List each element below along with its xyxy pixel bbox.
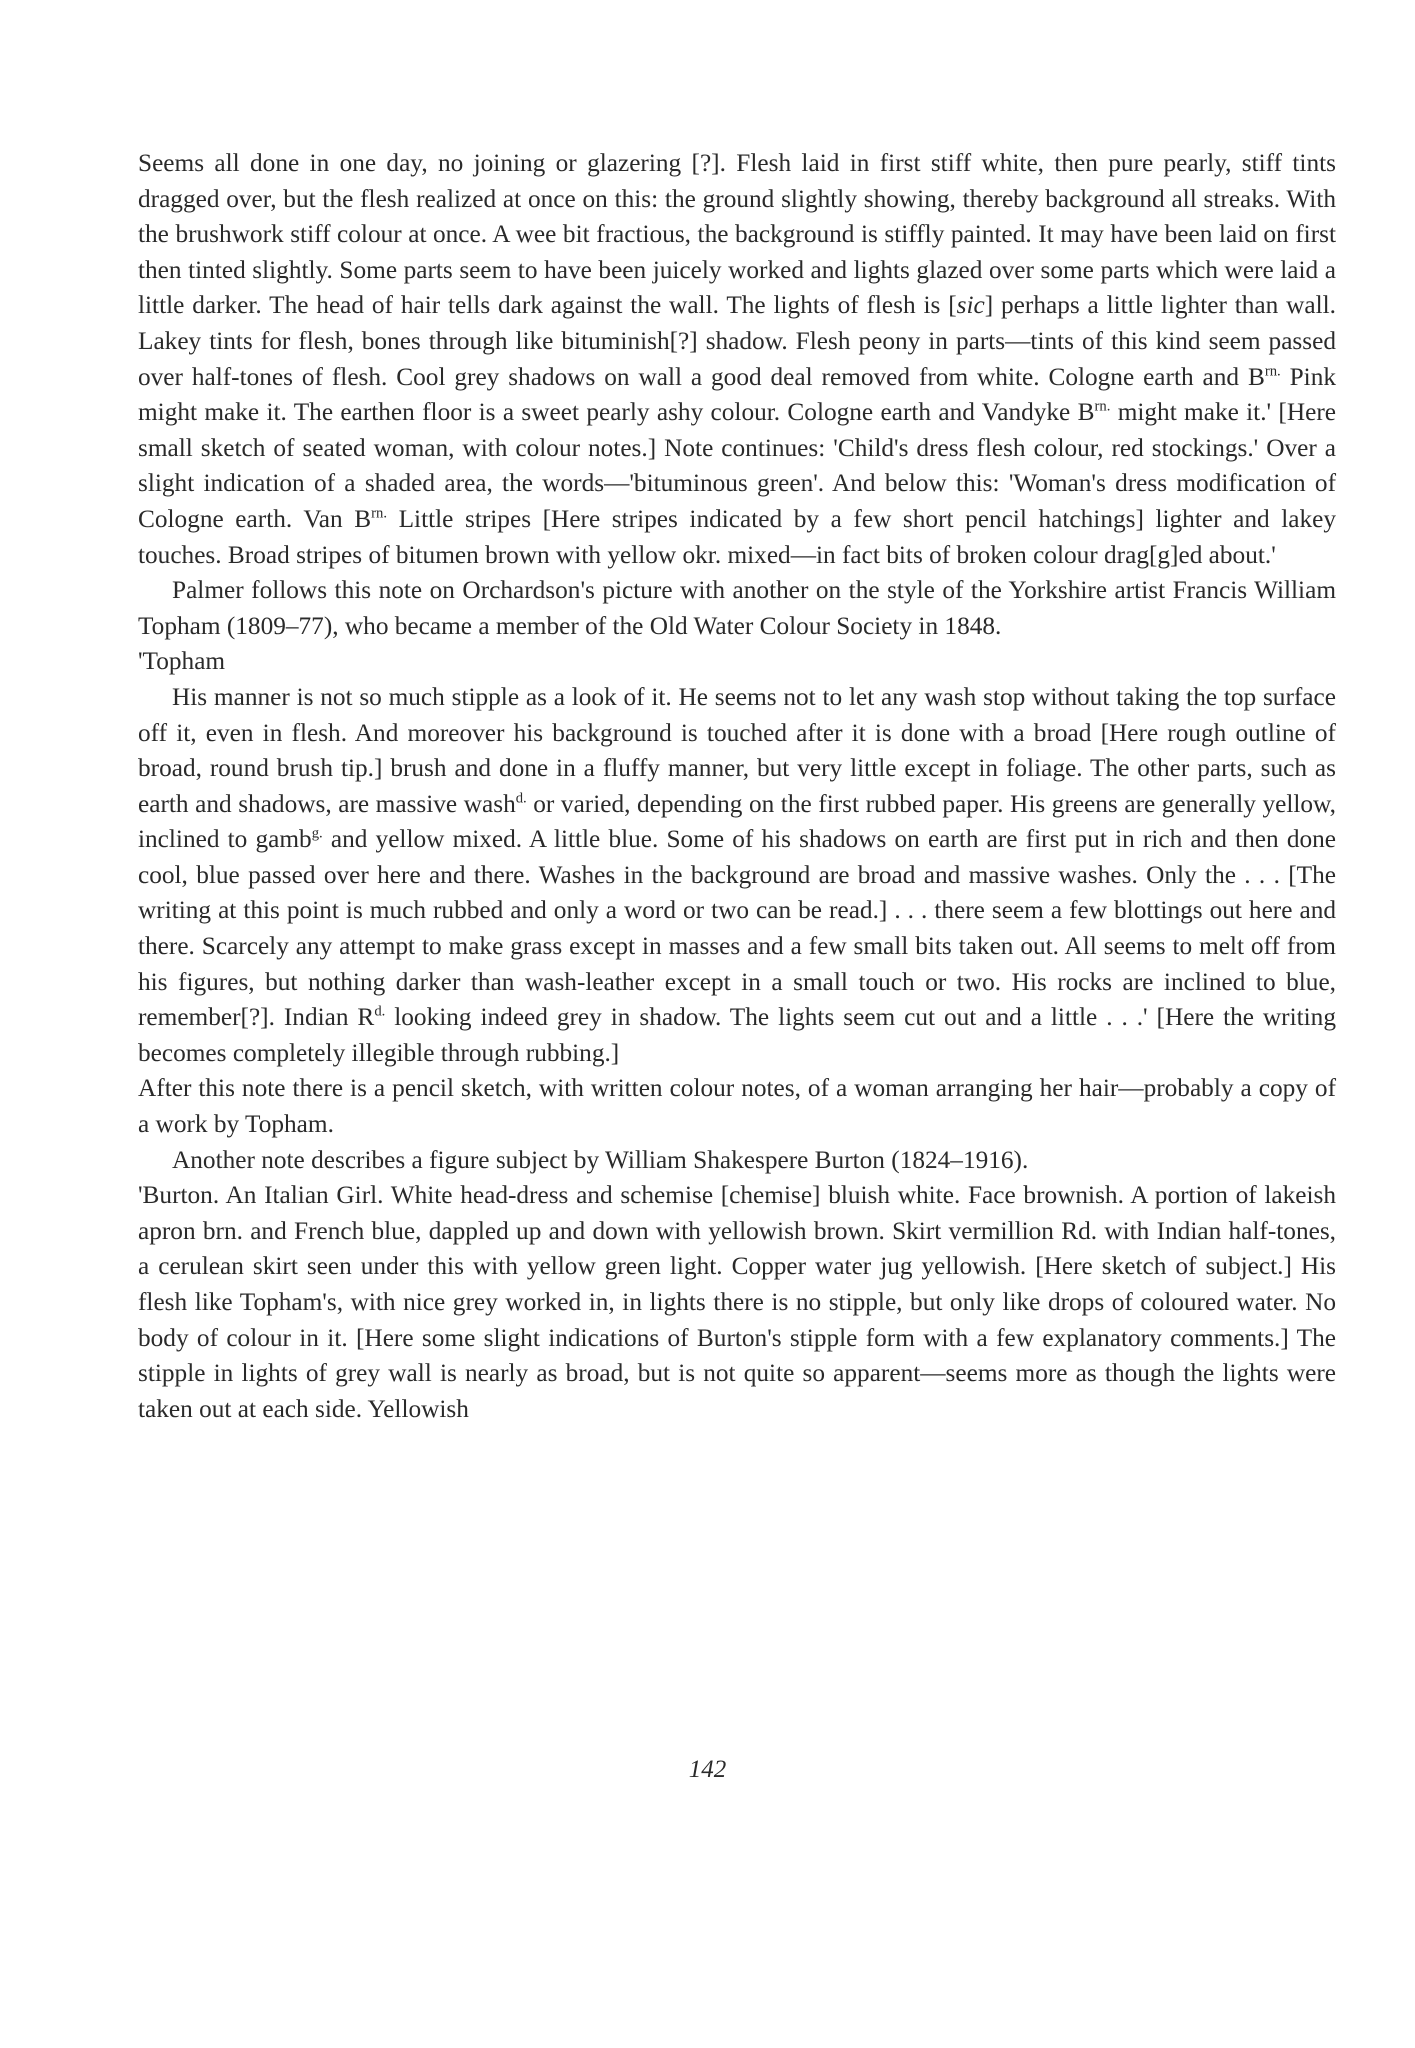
- text-run: Seems all done in one day, no joining or glazering [?]. Flesh laid in first stiff white, then pure pearly, stiff tints dragged over, but the flesh realized at once on this: the ground slightly showing, thereby background all streaks. With the brushwork stiff colour at once. A wee bit fractious, the background is stiffly painted. It may have been laid on first then tinted slightly. Some parts seem to have been juicely worked and lights glazed over some parts which were laid a little darker. The head of hair tells dark against the wall. The lights of flesh is [: [138, 149, 1336, 320]
- text-run: might make it.' [Here small sketch of seated woman, with colour notes.] Note continues: 'Child's dress flesh colour, red stockings.' Over a slight indication of a shaded area, the words—'bituminous green'. And below this: 'Woman's dress modification of Cologne earth. Van B: [138, 398, 1336, 533]
- superscript: rn.: [1094, 398, 1111, 415]
- text-run: looking indeed grey in shadow. The lights seem cut out and a little . . .' [Here the writing becomes completely illegible through rubbing.]: [138, 1003, 1336, 1067]
- paragraph-topham-notes: [138, 680, 1336, 1072]
- superscript: rn.: [1264, 363, 1281, 380]
- sic-italic: sic: [956, 291, 985, 320]
- text-run: His manner is not so much stipple as a look of it. He seems not to let any wash stop without taking the top surface off it, even in flesh. And moreover his background is touched after it is done with a broad [Here rough outline of broad, round brush tip.] brush and done in a fluffy manner, but very little except in foliage. The other parts, such as earth and shadows, are massive wash: [138, 682, 1336, 818]
- text-run: and yellow mixed. A little blue. Some of his shadows on earth are first put in rich and then done cool, blue passed over here and there. Washes in the background are broad and massive washes. Only the . . . [The writing at this point is much rubbed and only a word or two can be read.] . . . there seem a few blottings out here and there. Scarcely any attempt to make grass except in masses and a few small bits taken out. All seems to melt off from his figures, but nothing darker than wash-leather except in a small touch or two. His rocks are inclined to blue, remember[?]. Indian R: [138, 825, 1336, 1032]
- paragraph-pencil-sketch: After this note there is a pencil sketch, with written colour notes, of a woman arranging her hair—probably a copy of a work by Topham.: [138, 1074, 1336, 1139]
- superscript: d.: [374, 1003, 386, 1020]
- page-body: [138, 146, 1336, 1427]
- page-number: 142: [688, 1756, 727, 1783]
- topham-heading: 'Topham: [138, 647, 226, 676]
- paragraph-topham-intro: Palmer follows this note on Orchardson's picture with another on the style of the Yorkshire artist Francis William Topham (1809–77), who became a member of the Old Water Colour Society in 1848.: [138, 576, 1336, 640]
- paragraph-burton-intro: Another note describes a figure subject by William Shakespere Burton (1824–1916).: [172, 1145, 1029, 1174]
- text-run: ] perhaps a little lighter than wall. Lakey tints for flesh, bones through like bituminish[?] shadow. Flesh peony in parts—tints of this kind seem passed over half-tones of flesh. Cool grey shadows on wall a good deal removed from white. Cologne earth and B: [138, 291, 1336, 391]
- superscript: d.: [515, 790, 527, 807]
- text-run: or varied, depending on the first rubbed paper. His greens are generally yellow, inclined to gamb: [138, 789, 1336, 854]
- paragraph-burton-notes: 'Burton. An Italian Girl. White head-dress and schemise [chemise] bluish white. Face brownish. A portion of lakeish apron brn. and French blue, dappled up and down with yellowish brown. Skirt vermillion Rd. with Indian half-tones, a cerulean skirt seen under this with yellow green light. Copper water jug yellowish. [Here sketch of subject.] His flesh like Topham's, with nice grey worked in, in lights there is no stipple, but only like drops of coloured water. No body of colour in it. [Here some slight indications of Burton's stipple form with a few explanatory comments.] The stipple in lights of grey wall is nearly as broad, but is not quite so apparent—seems more as though the lights were taken out at each side. Yellowish: [138, 1181, 1336, 1423]
- superscript: rn.: [371, 505, 388, 522]
- paragraph-orchardson-notes: [138, 146, 1336, 573]
- superscript: g.: [311, 825, 323, 842]
- text-run: Little stripes [Here stripes indicated by a few short pencil hatchings] lighter and lakey touches. Broad stripes of bitumen brown with yellow okr. mixed—in fact bits of broken colour drag[g]ed about.': [138, 504, 1336, 569]
- text-run: Pink might make it. The earthen floor is a sweet pearly ashy colour. Cologne earth and Vandyke B: [138, 362, 1336, 427]
